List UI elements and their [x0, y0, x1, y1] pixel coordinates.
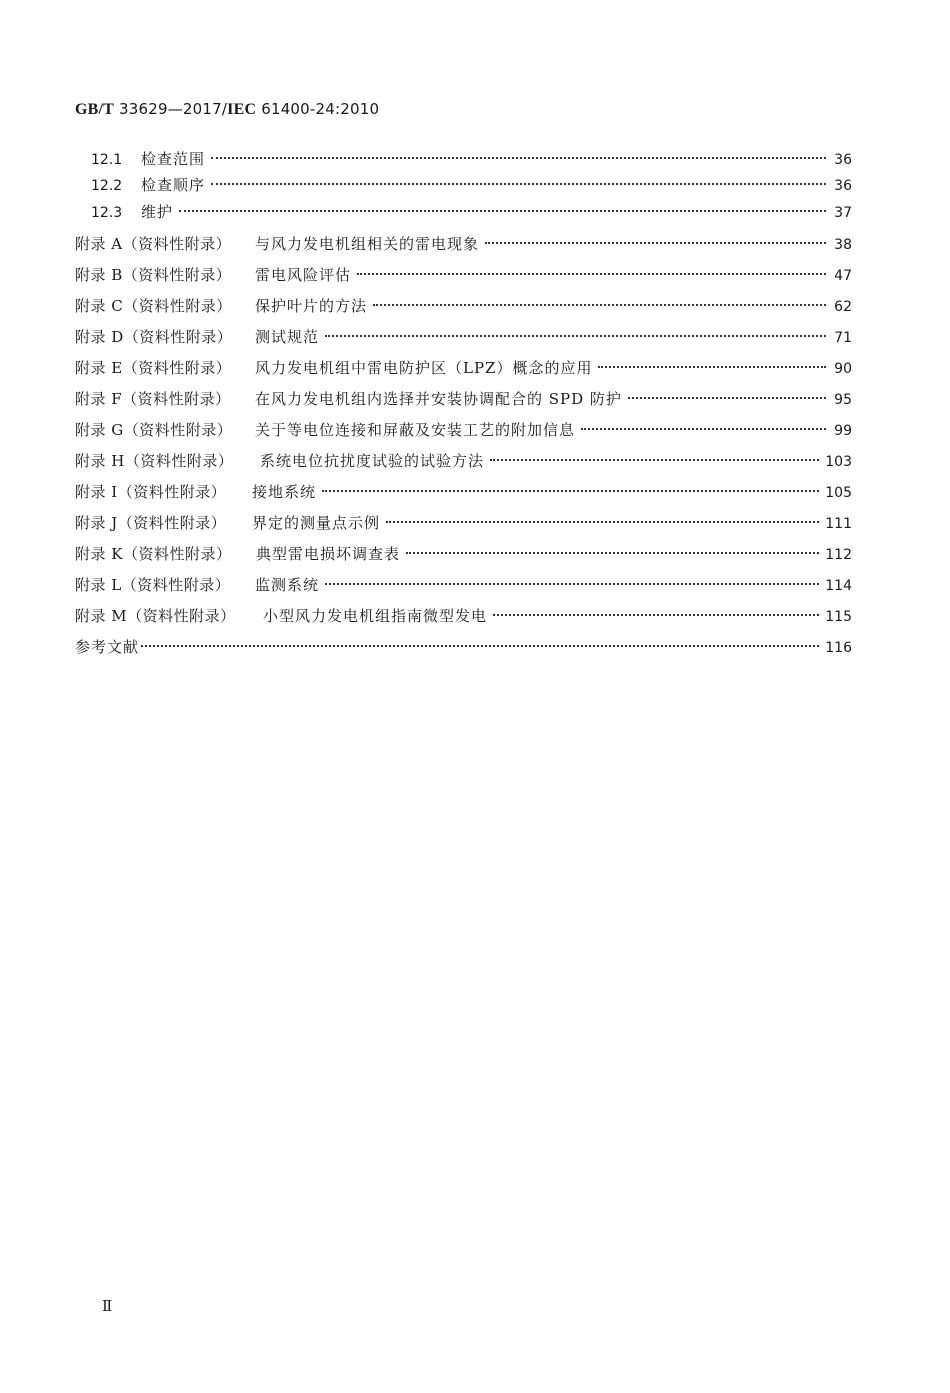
toc-title: 监测系统 [255, 576, 320, 594]
toc-title: 界定的测量点示例 [252, 514, 381, 532]
toc-annex-label: 附录 K（资料性附录） [75, 545, 232, 563]
toc-annex-label: 附录 I（资料性附录） [75, 483, 227, 501]
dot-leader [485, 229, 826, 249]
std-number: 33629—2017/ [119, 100, 228, 118]
toc-page-number: 47 [834, 268, 852, 284]
dot-leader [490, 446, 819, 466]
toc-title: 与风力发电机组相关的雷电现象 [255, 235, 480, 253]
dot-leader [628, 384, 826, 404]
dot-leader [325, 570, 819, 590]
dot-leader [581, 415, 826, 435]
toc-entry-annex-l[interactable] [75, 570, 852, 594]
toc-entry-annex-b[interactable] [75, 260, 852, 284]
toc-entry-12-2[interactable] [91, 170, 852, 194]
toc-entry-annex-d[interactable] [75, 322, 852, 346]
toc-entry-annex-g[interactable] [75, 415, 852, 439]
toc-title: 参考文献 [75, 638, 140, 656]
toc-page-number: 90 [834, 361, 852, 377]
toc-title: 系统电位抗扰度试验的试验方法 [260, 452, 485, 470]
toc-page-number: 71 [834, 330, 852, 346]
toc-annex-label: 附录 F（资料性附录） [75, 390, 231, 408]
std-prefix: GB/T [75, 101, 115, 118]
dot-leader [211, 144, 826, 164]
dot-leader [373, 291, 826, 311]
toc-annex-label: 附录 G（资料性附录） [75, 421, 233, 439]
toc-title: 检查顺序 [141, 176, 206, 194]
toc-annex-label: 附录 B（资料性附录） [75, 266, 232, 284]
dot-leader [493, 601, 819, 621]
toc-entry-annex-k[interactable] [75, 539, 852, 563]
toc-title: 保护叶片的方法 [255, 297, 368, 315]
toc-annex-label: 附录 C（资料性附录） [75, 297, 232, 315]
toc-page-number: 116 [825, 640, 852, 656]
toc-annex-label: 附录 A（资料性附录） [75, 235, 232, 253]
dot-leader [325, 322, 826, 342]
iec-prefix: IEC [227, 101, 257, 118]
toc-number: 12.1 [91, 152, 123, 168]
dot-leader [322, 477, 819, 497]
toc-page-number: 99 [834, 423, 852, 439]
toc-annex-label: 附录 D（资料性附录） [75, 328, 233, 346]
toc-page-number: 114 [825, 578, 852, 594]
toc-title: 雷电风险评估 [255, 266, 352, 284]
dot-leader [357, 260, 826, 280]
toc-title: 关于等电位连接和屏蔽及安装工艺的附加信息 [255, 421, 576, 439]
toc-number: 12.3 [91, 205, 123, 221]
toc-page-number: 111 [825, 516, 852, 532]
dot-leader [179, 197, 826, 217]
toc-entry-annex-i[interactable] [75, 477, 852, 501]
toc-title: 在风力发电机组内选择并安装协调配合的 SPD 防护 [255, 390, 622, 408]
toc-entry-annex-c[interactable] [75, 291, 852, 315]
toc-entry-annex-h[interactable] [75, 446, 852, 470]
toc-entry-12-3[interactable] [91, 197, 852, 221]
toc-entry-12-1[interactable] [91, 144, 852, 168]
toc-page-number: 37 [834, 205, 852, 221]
page-footer-numeral: Ⅱ [102, 1297, 113, 1315]
toc-number: 12.2 [91, 178, 123, 194]
dot-leader [406, 539, 819, 559]
toc-title: 小型风力发电机组指南微型发电 [263, 607, 488, 625]
iec-number: 61400-24:2010 [261, 100, 380, 118]
dot-leader [598, 353, 826, 373]
toc-title: 维护 [141, 203, 174, 221]
toc-entry-annex-j[interactable] [75, 508, 852, 532]
toc-title: 接地系统 [252, 483, 317, 501]
toc-page-number: 103 [825, 454, 852, 470]
toc-page-number: 62 [834, 299, 852, 315]
dot-leader [211, 170, 826, 190]
toc-title: 检查范围 [141, 150, 206, 168]
toc-annex-label: 附录 H（资料性附录） [75, 452, 234, 470]
toc-page-number: 115 [825, 609, 852, 625]
toc-title: 测试规范 [255, 328, 320, 346]
toc-entry-bibliography[interactable] [75, 632, 852, 656]
toc-page-number: 95 [834, 392, 852, 408]
dot-leader [386, 508, 819, 528]
toc-title: 风力发电机组中雷电防护区（LPZ）概念的应用 [255, 359, 593, 377]
toc-annex-label: 附录 M（资料性附录） [75, 607, 236, 625]
toc-entry-annex-e[interactable] [75, 353, 852, 377]
toc-page-number: 112 [825, 547, 852, 563]
toc-annex-label: 附录 J（资料性附录） [75, 514, 227, 532]
toc-title: 典型雷电损坏调查表 [256, 545, 401, 563]
toc-page-number: 38 [834, 237, 852, 253]
toc-entry-annex-f[interactable] [75, 384, 852, 408]
toc-page-number: 105 [825, 485, 852, 501]
dot-leader [141, 632, 819, 652]
toc-entry-annex-a[interactable] [75, 229, 852, 253]
toc-page-number: 36 [834, 178, 852, 194]
toc-annex-label: 附录 E（资料性附录） [75, 359, 232, 377]
toc-annex-label: 附录 L（资料性附录） [75, 576, 231, 594]
toc-page-number: 36 [834, 152, 852, 168]
toc-entry-annex-m[interactable] [75, 601, 852, 625]
